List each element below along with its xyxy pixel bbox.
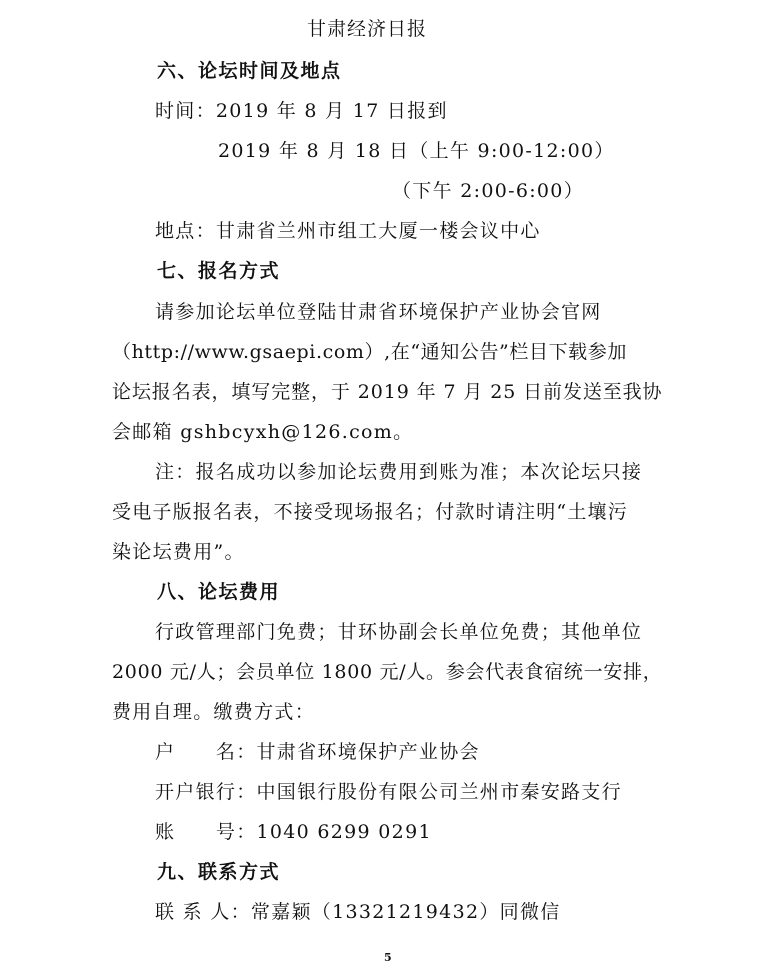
page-number: 5 [384,951,392,964]
registration-para-line-4: 会邮箱 gshbcyxh@126.com。 [112,421,414,443]
section-8-heading: 八、论坛费用 [157,581,281,603]
time-line-3: （下午 2:00-6:00） [392,180,584,202]
section-9-heading: 九、联系方式 [157,861,281,883]
registration-para-line-3: 论坛报名表，填写完整，于 2019 年 7 月 25 日前发送至我协 [112,381,663,403]
place-line: 地点：甘肃省兰州市组工大厦一楼会议中心 [155,220,541,242]
account-number-line: 账 号：1040 6299 0291 [155,821,432,843]
note-para-line-2: 受电子版报名表，不接受现场报名；付款时请注明“土壤污 [112,501,628,523]
time-line-1: 时间：2019 年 8 月 17 日报到 [155,100,448,122]
bank-line: 开户银行：中国银行股份有限公司兰州市秦安路支行 [155,781,622,803]
contact-line: 联 系 人：常嘉颖（13321219432）同微信 [155,901,561,923]
note-para-line-3: 染论坛费用”。 [112,541,245,563]
page-header: 甘肃经济日报 [307,18,428,40]
section-6-heading: 六、论坛时间及地点 [157,60,342,82]
registration-para-line-1: 请参加论坛单位登陆甘肃省环境保护产业协会官网 [155,301,602,323]
registration-para-line-2: （http://www.gsaepi.com）,在“通知公告”栏目下载参加 [112,341,627,363]
note-para-line-1: 注：报名成功以参加论坛费用到账为准；本次论坛只接 [155,461,643,483]
account-name-line: 户 名：甘肃省环境保护产业协会 [155,741,480,763]
fee-para-line-3: 费用自理。缴费方式： [112,701,316,723]
time-line-2: 2019 年 8 月 18 日（上午 9:00-12:00） [218,140,615,162]
section-7-heading: 七、报名方式 [157,260,281,282]
fee-para-line-1: 行政管理部门免费；甘环协副会长单位免费；其他单位 [155,621,643,643]
fee-para-line-2: 2000 元/人；会员单位 1800 元/人。参会代表食宿统一安排， [112,661,663,683]
